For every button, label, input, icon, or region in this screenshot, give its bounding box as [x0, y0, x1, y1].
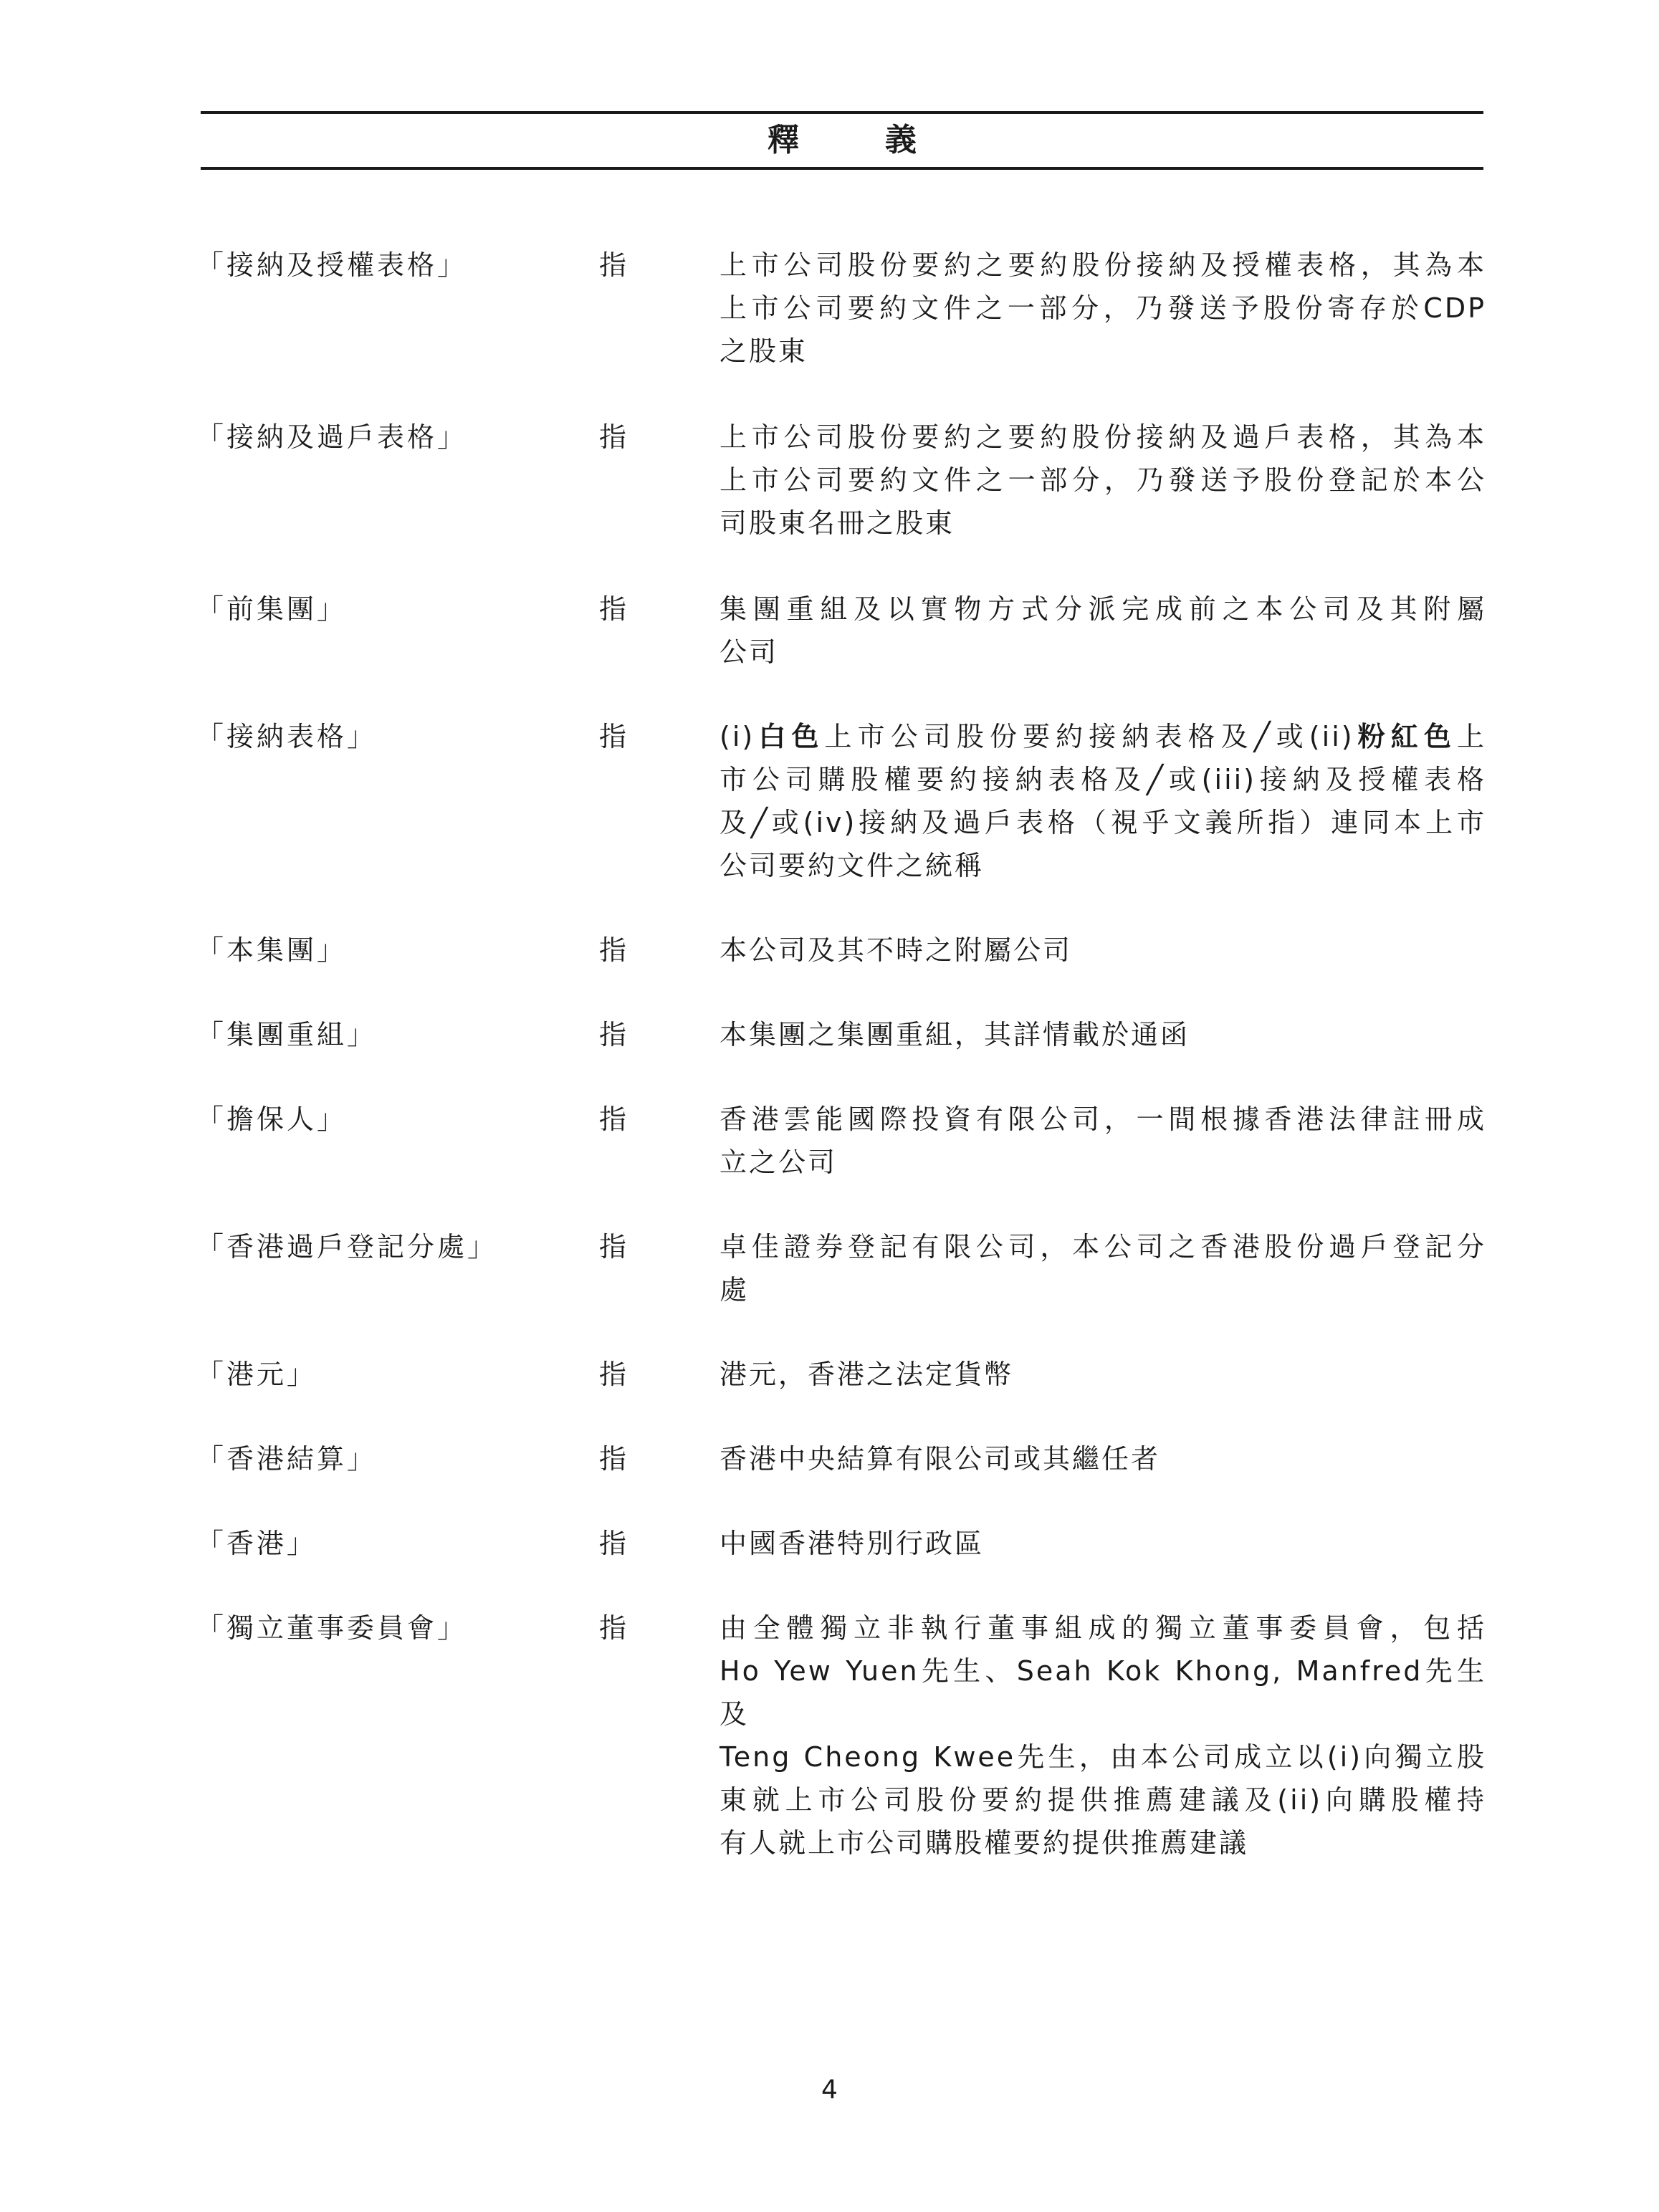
definition-means: 指 — [599, 1528, 627, 1559]
definition-line: 之股東 — [719, 335, 808, 367]
definition-line: 上市公司要約文件之一部分，乃發送予股份登記於本公 — [719, 464, 1486, 496]
definition-entry — [0, 1522, 1659, 1565]
definition-line: Ho Yew Yuen先生、Seah Kok Khong, Manfred先生及 — [719, 1655, 1486, 1730]
definition-text — [719, 588, 1486, 674]
definitions-list — [0, 244, 1659, 1864]
definition-term: 「本集團」 — [196, 934, 348, 966]
definition-means: 指 — [599, 1231, 627, 1263]
header-top-rule — [201, 111, 1483, 114]
definition-text — [719, 416, 1486, 545]
definition-entry — [0, 1437, 1659, 1480]
definition-term: 「港元」 — [196, 1359, 317, 1390]
definition-line: 集團重組及以實物方式分派完成前之本公司及其附屬 — [719, 593, 1486, 625]
definition-line: 有人就上市公司購股權要約提供推薦建議 — [719, 1827, 1249, 1859]
definition-entry — [0, 244, 1659, 373]
definition-line: 立之公司 — [719, 1146, 838, 1178]
definition-means: 指 — [599, 934, 627, 966]
page-title: 釋 義 — [768, 122, 944, 158]
definition-term: 「接納表格」 — [196, 721, 378, 752]
definition-entry — [0, 1098, 1659, 1184]
definition-line: 公司要約文件之統稱 — [719, 850, 985, 881]
definition-entry — [0, 1353, 1659, 1396]
definition-line: 港元，香港之法定貨幣 — [719, 1359, 1014, 1390]
definition-means: 指 — [599, 421, 627, 453]
text-fragment: 上市公司股份要約接納表格及╱或(ii) — [824, 721, 1354, 752]
definition-text — [719, 1437, 1486, 1480]
definition-text — [719, 1013, 1486, 1056]
definition-text — [719, 1607, 1486, 1864]
definition-line: 香港中央結算有限公司或其繼任者 — [719, 1443, 1161, 1475]
definition-text — [719, 1225, 1486, 1311]
definition-entry — [0, 588, 1659, 674]
bold-colour-pink: 粉紅色 — [1354, 721, 1457, 752]
definition-text — [719, 1522, 1486, 1565]
definition-line: 本集團之集團重組，其詳情載於通函 — [719, 1019, 1190, 1050]
definition-line: 及╱或(iv)接納及過戶表格（視乎文義所指）連同本上市 — [719, 807, 1486, 838]
definition-line: 中國香港特別行政區 — [719, 1528, 985, 1559]
definition-line: Teng Cheong Kwee先生，由本公司成立以(i)向獨立股 — [719, 1741, 1486, 1773]
definition-line-rich — [719, 715, 1486, 758]
definition-entry — [0, 929, 1659, 972]
definition-means: 指 — [599, 1359, 627, 1390]
definition-line: 司股東名冊之股東 — [719, 507, 955, 539]
definition-term: 「香港過戶登記分處」 — [196, 1231, 498, 1263]
definition-entry — [0, 1013, 1659, 1056]
definition-line: 香港雲能國際投資有限公司，一間根據香港法律註冊成 — [719, 1103, 1486, 1135]
definition-term: 「香港結算」 — [196, 1443, 378, 1475]
definition-line: 市公司購股權要約接納表格及╱或(iii)接納及授權表格 — [719, 764, 1486, 795]
definition-text — [719, 715, 1486, 887]
definition-entry — [0, 416, 1659, 545]
definition-line: 卓佳證券登記有限公司，本公司之香港股份過戶登記分 — [719, 1231, 1486, 1263]
definition-term: 「接納及授權表格」 — [196, 249, 468, 281]
definition-text — [719, 929, 1486, 972]
header-bottom-rule — [201, 167, 1483, 170]
definition-line: 上市公司要約文件之一部分，乃發送予股份寄存於CDP — [719, 292, 1486, 324]
definition-means: 指 — [599, 1612, 627, 1644]
definition-line: 上市公司股份要約之要約股份接納及過戶表格，其為本 — [719, 421, 1486, 453]
definition-means: 指 — [599, 1443, 627, 1475]
definition-text — [719, 1353, 1486, 1396]
text-fragment: 上 — [1456, 721, 1486, 752]
definition-means: 指 — [599, 249, 627, 281]
definition-means: 指 — [599, 1103, 627, 1135]
definition-line: 處 — [719, 1274, 750, 1306]
definition-line: 東就上市公司股份要約提供推薦建議及(ii)向購股權持 — [719, 1784, 1486, 1816]
definition-term: 「接納及過戶表格」 — [196, 421, 468, 453]
bold-colour-white: 白色 — [755, 721, 825, 752]
definition-entry — [0, 1225, 1659, 1311]
definition-term: 「前集團」 — [196, 593, 348, 625]
definition-term: 「獨立董事委員會」 — [196, 1612, 468, 1644]
definition-entry — [0, 715, 1659, 887]
definition-means: 指 — [599, 593, 627, 625]
definition-line: 由全體獨立非執行董事組成的獨立董事委員會，包括 — [719, 1612, 1486, 1644]
definition-term: 「香港」 — [196, 1528, 317, 1559]
definition-line: 公司 — [719, 636, 779, 668]
definition-means: 指 — [599, 1019, 627, 1050]
definition-entry — [0, 1607, 1659, 1864]
definition-term: 「集團重組」 — [196, 1019, 378, 1050]
definition-line: 本公司及其不時之附屬公司 — [719, 934, 1073, 966]
definition-means: 指 — [599, 721, 627, 752]
text-fragment: (i) — [719, 721, 755, 752]
page-number: 4 — [821, 2075, 838, 2105]
definition-term: 「擔保人」 — [196, 1103, 348, 1135]
definition-text — [719, 1098, 1486, 1184]
definition-text — [719, 244, 1486, 373]
definition-line: 上市公司股份要約之要約股份接納及授權表格，其為本 — [719, 249, 1486, 281]
